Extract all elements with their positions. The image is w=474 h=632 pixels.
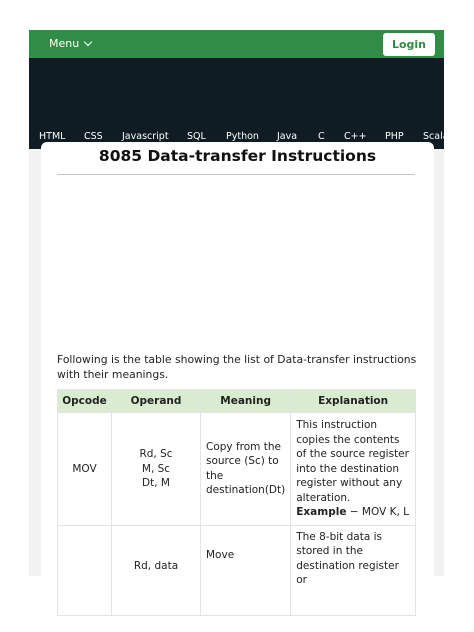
nav-link-css[interactable]: CSS: [84, 131, 103, 142]
operand-cell: Rd, Sc M, Sc Dt, M: [112, 413, 201, 526]
operand-cell: Rd, data: [112, 525, 201, 615]
menu-label: Menu: [49, 37, 80, 50]
login-button[interactable]: Login: [383, 33, 435, 56]
article-card: [41, 142, 434, 602]
meaning-cell: Move: [201, 525, 291, 615]
nav-link-html[interactable]: HTML: [39, 131, 66, 142]
nav-link-scala[interactable]: Scala: [423, 131, 449, 142]
table-row: [58, 525, 416, 615]
example-label: Example: [296, 506, 347, 518]
nav-link-sql[interactable]: SQL: [187, 131, 206, 142]
menu-button[interactable]: [49, 37, 91, 50]
header-opcode: Opcode: [58, 390, 112, 413]
nav-link-cpp[interactable]: C++: [344, 131, 367, 142]
table-header-row: [58, 390, 416, 413]
nav-link-php[interactable]: PHP: [385, 131, 404, 142]
nav-link-java[interactable]: Java: [277, 131, 298, 142]
intro-paragraph: Following is the table showing the list of Data-transfer instructions with their meanings.: [57, 353, 417, 381]
instructions-table: [57, 389, 416, 616]
explanation-cell: [291, 413, 416, 526]
header-meaning: Meaning: [201, 390, 291, 413]
explanation-text: This instruction copies the contents of the source register into the destination register without any alteration.: [296, 419, 409, 504]
opcode-cell: MOV: [58, 413, 112, 526]
chevron-down-icon: [84, 38, 92, 46]
example-text: − MOV K, L: [346, 506, 409, 518]
opcode-cell: [58, 525, 112, 615]
header-operand: Operand: [112, 390, 201, 413]
browser-viewport: [29, 30, 449, 586]
meaning-cell: Copy from the source (Sc) to the destination(Dt): [201, 413, 291, 526]
header-explanation: Explanation: [291, 390, 416, 413]
nav-band: [29, 58, 449, 149]
explanation-cell: The 8-bit data is stored in the destination register or: [291, 525, 416, 615]
page-title: 8085 Data-transfer Instructions: [98, 147, 377, 165]
nav-link-c[interactable]: C: [318, 131, 325, 142]
nav-link-javascript[interactable]: Javascript: [122, 131, 169, 142]
table-row: [58, 413, 416, 526]
nav-link-python[interactable]: Python: [226, 131, 259, 142]
title-divider: [57, 174, 415, 175]
top-bar: [29, 30, 444, 58]
